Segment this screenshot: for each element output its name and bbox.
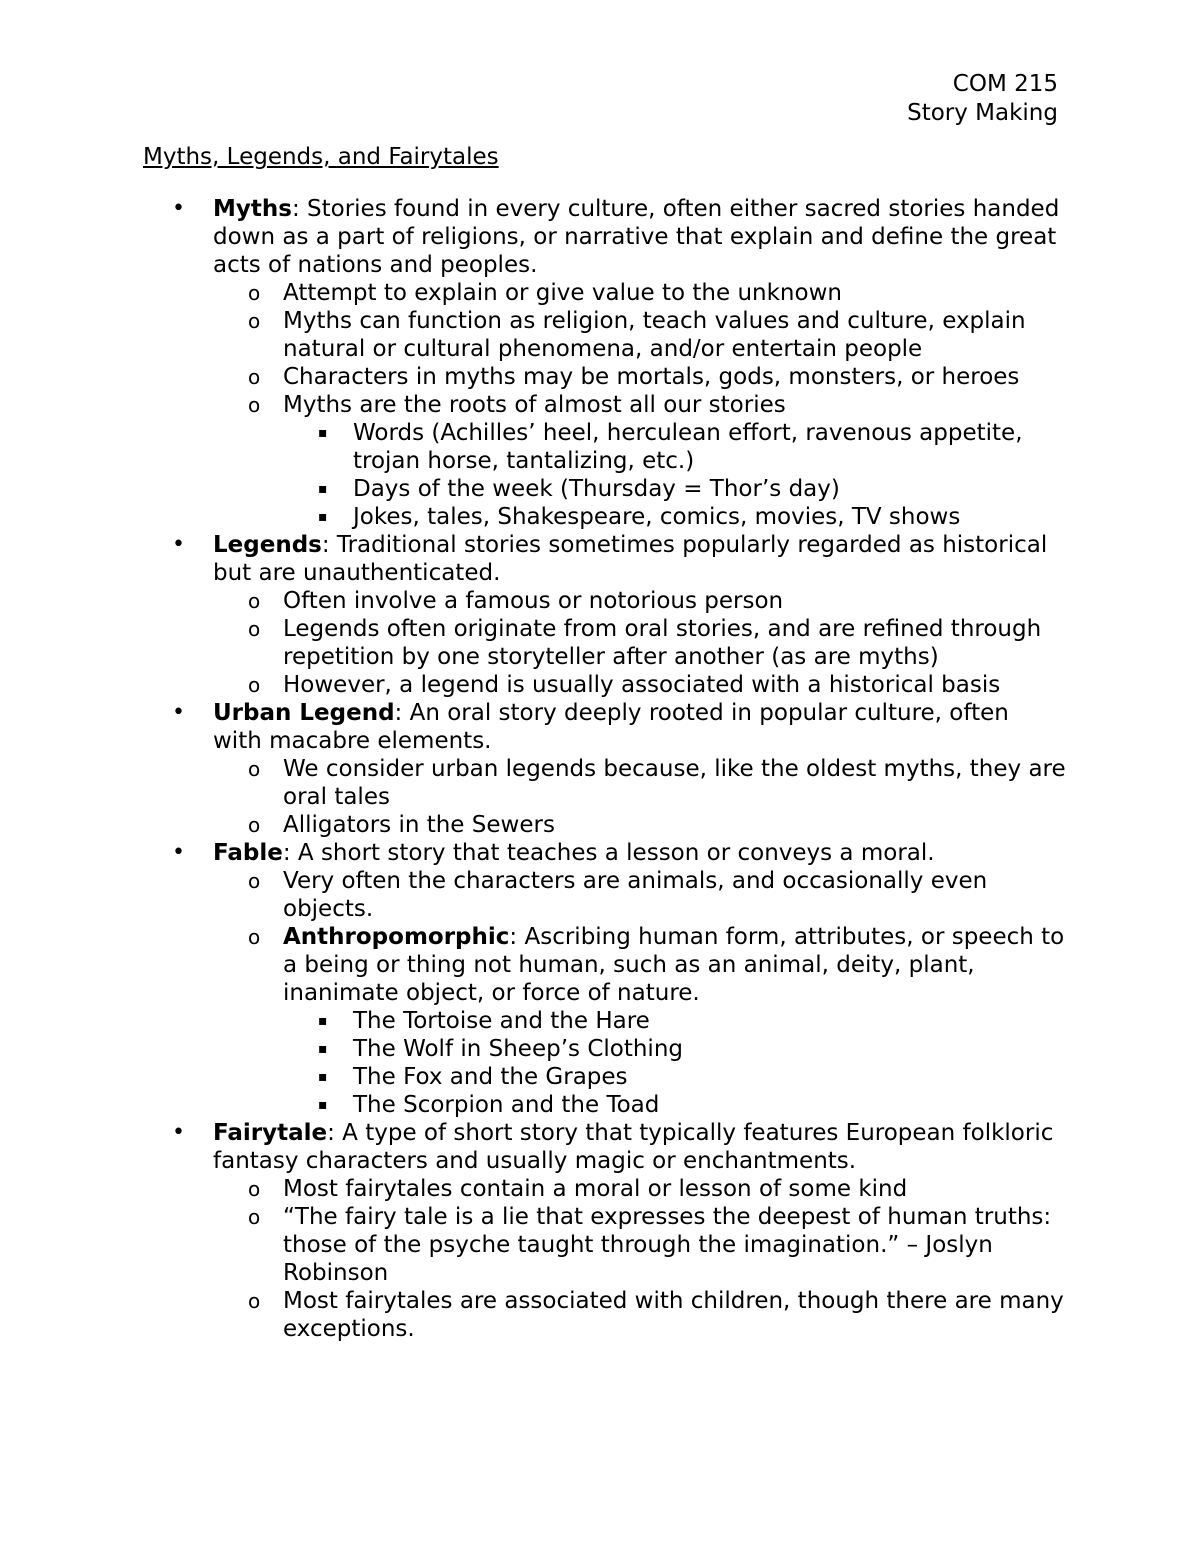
circle-bullet-icon: o [248, 1177, 261, 1201]
point-text: Characters in myths may be mortals, gods, monsters, or heroes [283, 364, 1020, 390]
term-label: Fairytale [213, 1120, 328, 1146]
point-text: Myths can function as religion, teach values and culture, explain natural or cultural phenomena, and/or entertain people [283, 308, 1026, 362]
square-bullet-icon: ▪ [318, 425, 328, 441]
document-title: Myths, Legends, and Fairytales [143, 144, 499, 170]
outline-subsubitem [0, 1063, 1068, 1091]
outline-subsubitem [0, 1007, 1068, 1035]
bullet-icon: • [172, 1120, 185, 1145]
outline-item [0, 531, 1063, 587]
outline-subitem [0, 1175, 1068, 1203]
point-text: However, a legend is usually associated with a historical basis [283, 672, 1001, 698]
course-code: COM 215 [952, 71, 1058, 97]
outline-subitem [0, 1287, 1068, 1343]
term-definition: : Stories found in every culture, often either sacred stories handed down as a part of religions, or narrative that explain and define the great acts of nations and peoples. [213, 196, 1060, 278]
outline-subsubitem [0, 1035, 1068, 1063]
point-text: Legends often originate from oral stories, and are refined through repetition by one storyteller after another (as are myths) [283, 616, 1042, 670]
subpoint-text: The Tortoise and the Hare [353, 1008, 650, 1034]
circle-bullet-icon: o [248, 869, 261, 893]
point-text: “The fairy tale is a lie that expresses the deepest of human truths: those of the psyche taught through the imagination.” – Joslyn Robinson [283, 1204, 1052, 1286]
point-text: Attempt to explain or give value to the unknown [283, 280, 842, 306]
term-definition: : An oral story deeply rooted in popular culture, often with macabre elements. [213, 700, 1009, 754]
circle-bullet-icon: o [248, 673, 261, 697]
outline-subitem [0, 1203, 1068, 1287]
circle-bullet-icon: o [248, 617, 261, 641]
outline-subitem [0, 867, 1068, 923]
square-bullet-icon: ▪ [318, 1041, 328, 1057]
subpoint-text: Jokes, tales, Shakespeare, comics, movies, TV shows [353, 504, 961, 530]
bullet-icon: • [172, 840, 185, 865]
term-label: Fable [213, 840, 283, 866]
term-label: Myths [213, 196, 292, 222]
course-subtitle: Story Making [907, 100, 1058, 126]
point-text: Myths are the roots of almost all our stories [283, 392, 786, 418]
outline-subsubitem [0, 419, 1068, 475]
square-bullet-icon: ▪ [318, 509, 328, 525]
outline-item [0, 839, 1063, 867]
circle-bullet-icon: o [248, 365, 261, 389]
term-label: Legends [213, 532, 322, 558]
point-text: Often involve a famous or notorious person [283, 588, 784, 614]
outline-subitem [0, 671, 1068, 699]
outline-subitem [0, 587, 1068, 615]
subpoint-text: The Wolf in Sheep’s Clothing [353, 1036, 683, 1062]
outline-subitem [0, 391, 1068, 419]
square-bullet-icon: ▪ [318, 1097, 328, 1113]
point-text: Most fairytales are associated with children, though there are many exceptions. [283, 1288, 1064, 1342]
circle-bullet-icon: o [248, 589, 261, 613]
outline-subsubitem [0, 503, 1068, 531]
bullet-icon: • [172, 532, 185, 557]
square-bullet-icon: ▪ [318, 481, 328, 497]
outline-subitem [0, 755, 1068, 811]
outline-subitem [0, 923, 1068, 1007]
outline-item [0, 195, 1063, 279]
outline-subitem [0, 811, 1068, 839]
subpoint-text: The Scorpion and the Toad [353, 1092, 660, 1118]
subpoint-text: Words (Achilles’ heel, herculean effort, ravenous appetite, trojan horse, tantalizing, etc.) [353, 420, 1023, 474]
outline-subsubitem [0, 1091, 1068, 1119]
bullet-icon: • [172, 196, 185, 221]
outline-subitem [0, 279, 1068, 307]
point-text: : Ascribing human form, attributes, or speech to a being or thing not human, such as an animal, deity, plant, inanimate object, or force of nature. [283, 924, 1065, 1006]
term-definition: : A type of short story that typically features European folkloric fantasy characters and usually magic or enchantments. [213, 1120, 1054, 1174]
circle-bullet-icon: o [248, 813, 261, 837]
subpoint-text: The Fox and the Grapes [353, 1064, 628, 1090]
term-label: Urban Legend [213, 700, 395, 726]
point-text: Most fairytales contain a moral or lesson of some kind [283, 1176, 908, 1202]
point-text: We consider urban legends because, like the oldest myths, they are oral tales [283, 756, 1066, 810]
term-definition: : Traditional stories sometimes popularly regarded as historical but are unauthenticated. [213, 532, 1048, 586]
square-bullet-icon: ▪ [318, 1069, 328, 1085]
circle-bullet-icon: o [248, 1205, 261, 1229]
outline-list [0, 195, 1200, 1343]
outline-subitem [0, 307, 1068, 363]
bullet-icon: • [172, 700, 185, 725]
circle-bullet-icon: o [248, 393, 261, 417]
circle-bullet-icon: o [248, 757, 261, 781]
square-bullet-icon: ▪ [318, 1013, 328, 1029]
circle-bullet-icon: o [248, 925, 261, 949]
outline-subsubitem [0, 475, 1068, 503]
term-definition: : A short story that teaches a lesson or conveys a moral. [282, 840, 935, 866]
point-text: Alligators in the Sewers [283, 812, 555, 838]
outline-item [0, 1119, 1063, 1175]
circle-bullet-icon: o [248, 309, 261, 333]
point-text: Very often the characters are animals, and occasionally even objects. [283, 868, 988, 922]
circle-bullet-icon: o [248, 1289, 261, 1313]
term-label: Anthropomorphic [283, 924, 510, 950]
document-header [907, 70, 1058, 128]
outline-item [0, 699, 1063, 755]
circle-bullet-icon: o [248, 281, 261, 305]
outline-subitem [0, 615, 1068, 671]
outline-subitem [0, 363, 1068, 391]
subpoint-text: Days of the week (Thursday = Thor’s day) [353, 476, 840, 502]
